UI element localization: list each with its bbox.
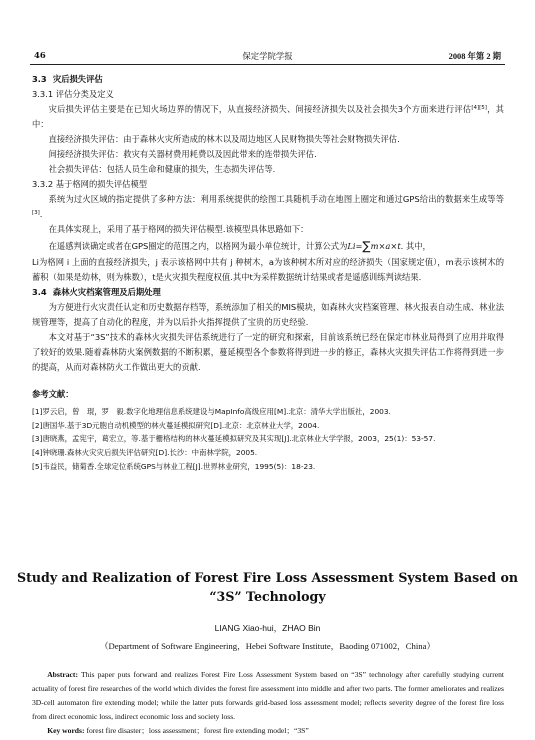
definition-indirect-loss: 间接经济损失评估：救灾有关器材费用耗费以及因此带来的连带损失评估. [48,149,317,159]
reference-item: [4]钟晓珊.森林火灾灾后损失评估研究[D].长沙：中南林学院，2005. [32,448,258,458]
reference-item: [3]唐晓燕，孟宪宇，葛宏立，等.基于栅格结构的林火蔓延模拟研究及其实现[J].北京林业大学学报，2003，25(1)：53-57. [32,434,436,444]
section-heading-3-4: 3.4 森林火灾档案管理及后期处理 [32,287,161,297]
reference-item: [5]韦益民，储菊香.全球定位系统GPS与林业工程[J].世界林业研究，1995(5)：18-23. [32,461,316,471]
english-affiliation: （Department of Software Engineering，Hebei Software Institute，Baoding 071002，China） [99,641,436,651]
journal-name: 保定学院学报 [242,51,293,61]
reference-item: [1]罗云启，曾 琨，罗 毅.数字化地理信息系统建设与MapInfo高级应用[M].北京：清华大学出版社，2003. [32,407,391,416]
paragraph: 系统为过火区域的指定提供了多种方法：利用系统提供的绘图工具随机手动在地图上圈定和通过GPS给出的数据来生成等等[3]. [32,194,504,219]
body-text [32,72,504,474]
english-keywords [32,725,504,736]
loss-formula: 在遥感判读确定或者在GPS圈定的范围之内，以格网为最小单位统计，计算公式为Li=∑m×a×t. 其中， [48,239,431,253]
reference-list [32,405,504,474]
formula-rhs: m×a×t. [370,241,404,251]
references-heading: 参考文献： [32,389,74,399]
citation: [3] [32,210,40,216]
section-heading-3-3-2: 3.3.2 基于格网的损失评估模型 [32,179,148,189]
english-authors: LIANG Xiao-hui，ZHAO Bin [214,623,321,633]
abstract-text: This paper puts forward and realizes Forest Fire Loss Assessment System based on “3S” technology after carefully studying current actuality of forest fire researches of the world which divides the forest fire assessment into middle and after two parts. The former ameliorates and realizes 3D-cell automaton fire extending model; while the latter puts forwards grid-based loss assessment model; reflects severity degree of the forest fire loss from direct economic loss, indirect economic loss and society loss. [32,670,505,721]
definition-social-loss: 社会损失评估：包括人员生命和健康的损失，生态损失评估等. [48,164,276,174]
sigma-symbol: ∑ [362,239,371,253]
english-title: Study and Realization of Forest Fire Loss Assessment System Based on “3S” Technology [16,570,519,604]
issue-label: 2008 年第 2 期 [448,52,501,61]
paragraph: 灾后损失评估主要是在已知火场边界的情况下，从直接经济损失、间接经济损失以及社会损失3个方面来进行评估[4][5]，其中： [32,104,504,129]
paragraph: 在具体实现上，采用了基于格网的损失评估模型.该模型具体思路如下： [48,224,309,234]
section-heading-3-3-1: 3.3.1 评估分类及定义 [32,89,114,99]
english-abstract [32,668,504,724]
formula-lhs: Li= [347,241,363,251]
citation: [4][5] [471,105,487,111]
reference-item: [2]唐国华.基于3D元胞自动机模型的林火蔓延模拟研究[D].北京：北京林业大学，2004. [32,420,320,430]
running-header [34,50,501,62]
header-rule [30,64,505,65]
formula-explanation: Li为格网 i 上面的直接经济损失，j 表示该格网中共有 j 种树木，a为该种树木所对应的经济损失（国家规定值），m表示该树木的蓄积（如果是幼林，则为株数），t是火灾损失程度权值.其中t为采样数据统计结果或者是遥感训练判读结果. [32,257,504,282]
section-heading-3-3: 3.3 灾后损失评估 [32,74,103,84]
definition-direct-loss: 直接经济损失评估：由于森林火灾所造成的林木以及周边地区人民财物损失等社会财物损失评估. [48,134,400,144]
keywords-text: forest fire disaster；loss assessment；forest fire extending model；“3S” [86,726,309,735]
keywords-label: Key words: [47,726,85,735]
abstract-label: Abstract: [47,670,78,679]
page-number: 46 [34,50,46,60]
paragraph: 为方便进行火灾责任认定和历史数据存档等，系统添加了相关的MIS模块，如森林火灾档案管理、林火报表自动生成、林业法规管理等，提高了自动化的程度，并为以后扑火指挥提供了宝贵的历史经验. [32,302,504,327]
conclusion-paragraph: 本文对基于“3S”技术的森林火灾损失评估系统进行了一定的研究和探索，目前该系统已经在保定市林业局得到了应用并取得了较好的效果.随着森林防火案例数据的不断积累，蔓延模型各个参数将得到进一步的修正，森林火灾损失评估工作将得到进一步的提高，从而对森林防火工作做出更大的贡献. [32,332,504,372]
